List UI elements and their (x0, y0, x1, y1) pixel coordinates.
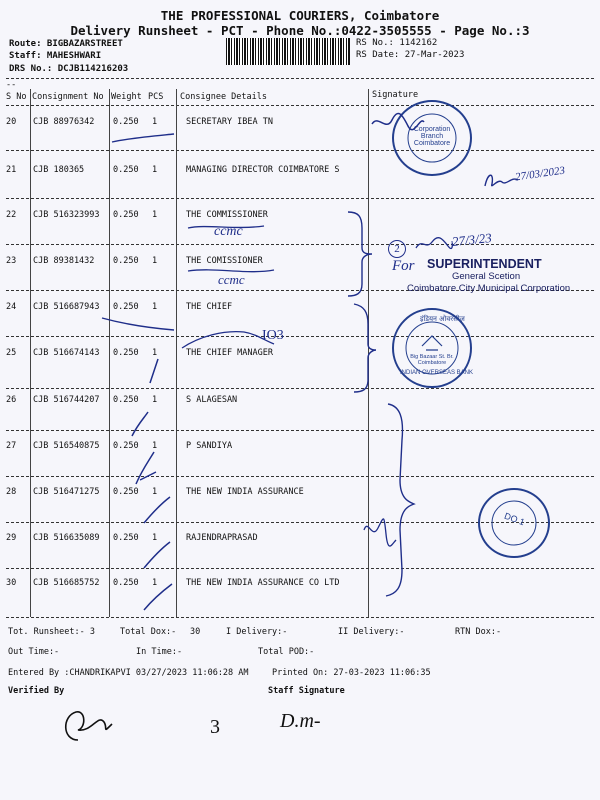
row-weight: 0.250 (113, 302, 139, 312)
row-consignee: THE NEW INDIA ASSURANCE CO LTD (186, 578, 340, 588)
staff-signature-label: Staff Signature (268, 686, 345, 696)
printed-on: Printed On: 27-03-2023 11:06:35 (272, 668, 431, 678)
insurance-stamp (478, 488, 550, 558)
row-pcs: 1 (152, 348, 158, 358)
row-sno: 23 (6, 256, 17, 266)
total-dox-value: 30 (190, 627, 201, 637)
underline-stroke (186, 220, 266, 234)
bank-stamp-hindi: इंडियन ओवरसीज़ (420, 315, 465, 323)
column-rule (176, 89, 177, 617)
row-sno: 29 (6, 533, 17, 543)
tick-mark (140, 495, 172, 525)
row-sno: 26 (6, 395, 17, 405)
barcode (226, 38, 350, 65)
tick-mark (100, 312, 176, 334)
row-divider (6, 336, 594, 337)
route: Route: BIGBAZARSTREET (9, 39, 123, 49)
row-consignment: CJB 516685752 (33, 578, 100, 588)
row-weight: 0.250 (113, 210, 139, 220)
row-pcs: 1 (152, 395, 158, 405)
rs-date: RS Date: 27-Mar-2023 (356, 50, 465, 60)
col-consignee: Consignee Details (180, 92, 267, 102)
total-pod: Total POD:- (258, 647, 315, 657)
superintendent-org: Coimbatore City Municipal Corporation (407, 283, 571, 294)
row-pcs: 1 (152, 256, 158, 266)
dash-mark: -- (6, 80, 17, 90)
row-divider (6, 244, 594, 245)
column-rule (109, 89, 110, 617)
underline-stroke (180, 318, 276, 352)
divider (6, 617, 594, 618)
row-consignee: THE NEW INDIA ASSURANCE (186, 487, 304, 497)
row-divider (6, 568, 594, 569)
col-weight: Weight (111, 92, 142, 102)
circled-number: 2 (388, 240, 406, 258)
row-weight: 0.250 (113, 578, 139, 588)
row-consignment: CJB 516687943 (33, 302, 100, 312)
company-title: THE PROFESSIONAL COURIERS, Coimbatore (160, 8, 440, 23)
row-pcs: 1 (152, 302, 158, 312)
row-consignee: THE COMISSIONER (186, 256, 263, 266)
staff: Staff: MAHESHWARI (9, 51, 102, 61)
row-consignment: CJB 180365 (33, 165, 85, 175)
col-signature: Signature (372, 90, 419, 100)
row-weight: 0.250 (113, 348, 139, 358)
row-consignment: CJB 88976342 (33, 117, 95, 127)
row-sno: 27 (6, 441, 17, 451)
bracket-mark (344, 208, 374, 300)
row-consignee: THE CHIEF MANAGER (186, 348, 273, 358)
row-divider (6, 430, 594, 431)
row-divider (6, 198, 594, 199)
tick-mark (128, 410, 152, 440)
row-pcs: 1 (152, 487, 158, 497)
out-time: Out Time:- (8, 647, 60, 657)
row-sno: 20 (6, 117, 17, 127)
row-consignee: THE COMMISSIONER (186, 210, 268, 220)
row-consignee: RAJENDRAPRASAD (186, 533, 258, 543)
tot-runsheet: Tot. Runsheet:- 3 (8, 627, 95, 637)
row-weight: 0.250 (113, 117, 139, 127)
handwritten-date: 27/03/2023 (514, 164, 566, 184)
tick-mark (146, 357, 162, 385)
row-weight: 0.250 (113, 487, 139, 497)
row-weight: 0.250 (113, 395, 139, 405)
row-sno: 21 (6, 165, 17, 175)
signature-scribble (368, 110, 428, 140)
row-pcs: 1 (152, 441, 158, 451)
tick-mark (140, 540, 172, 570)
verified-by: Verified By (8, 686, 65, 696)
handwritten-for: For (392, 258, 415, 274)
row-divider (6, 476, 594, 477)
bank-stamp-branch: Big Bazaar St. Br. Coimbatore (410, 354, 454, 366)
bracket-mark (350, 300, 380, 396)
bank-stamp-name: INDIAN OVERSEAS BANK (400, 370, 474, 376)
rs-number: RS No.: 1142162 (356, 38, 438, 48)
row-divider (6, 388, 594, 389)
row-pcs: 1 (152, 533, 158, 543)
divider (6, 78, 594, 79)
column-rule (30, 89, 31, 617)
tick-mark (140, 582, 174, 612)
ii-delivery: II Delivery:- (338, 627, 405, 637)
row-divider (6, 150, 594, 151)
tick-mark (110, 128, 176, 148)
row-consignment: CJB 89381432 (33, 256, 95, 266)
col-sno: S No (6, 92, 27, 102)
row-consignee: S ALAGESAN (186, 395, 238, 405)
row-weight: 0.250 (113, 533, 139, 543)
bank-stamp (392, 308, 472, 388)
row-consignment: CJB 516540875 (33, 441, 100, 451)
ibea-stamp-text: Corporation Branch Coimbatore (413, 126, 451, 147)
row-pcs: 1 (152, 165, 158, 175)
verifier-signature (56, 700, 120, 748)
runsheet-subtitle: Delivery Runsheet - PCT - Phone No.:0422-3505555 - Page No.:3 (70, 23, 530, 38)
row-weight: 0.250 (113, 165, 139, 175)
row-consignment: CJB 516635089 (33, 533, 100, 543)
handwritten-ccmc: ccmc (218, 272, 245, 287)
row-sno: 28 (6, 487, 17, 497)
rtn-dox: RTN Dox:- (455, 627, 502, 637)
row-consignee: MANAGING DIRECTOR COIMBATORE S (186, 165, 340, 175)
row-sno: 22 (6, 210, 17, 220)
col-pcs: PCS (148, 92, 164, 102)
row-sno: 30 (6, 578, 17, 588)
total-dox-label: Total Dox:- (120, 627, 177, 637)
row-sno: 25 (6, 348, 17, 358)
row-consignee: THE CHIEF (186, 302, 233, 312)
handwritten-ccmc: ccmc (214, 224, 243, 239)
in-time: In Time:- (136, 647, 183, 657)
row-consignee: SECRETARY IBEA TN (186, 117, 273, 127)
tick-mark (130, 450, 158, 486)
row-consignee: P SANDIYA (186, 441, 233, 451)
insurance-stamp-text: DO 1 (502, 510, 527, 528)
row-pcs: 1 (152, 578, 158, 588)
staff-initials: D.m- (280, 710, 321, 732)
signature-scribble (360, 500, 400, 550)
i-delivery: I Delivery:- (226, 627, 288, 637)
col-consignment: Consignment No (32, 92, 104, 102)
row-pcs: 1 (152, 210, 158, 220)
row-consignment: CJB 516323993 (33, 210, 100, 220)
underline-stroke (186, 265, 276, 277)
handwritten-date: 27/3/23 (451, 229, 493, 250)
row-consignment: CJB 516471275 (33, 487, 100, 497)
row-pcs: 1 (152, 117, 158, 127)
entered-by: Entered By :CHANDRIKAPVI 03/27/2023 11:06:28 AM (8, 668, 249, 678)
handwritten-digit: 3 (210, 716, 220, 738)
handwritten-io3: IO3 (262, 328, 284, 343)
row-consignment: CJB 516674143 (33, 348, 100, 358)
signature-scribble (414, 234, 454, 254)
superintendent-title: SUPERINTENDENT (427, 257, 542, 271)
row-weight: 0.250 (113, 256, 139, 266)
row-weight: 0.250 (113, 441, 139, 451)
divider (6, 105, 594, 106)
superintendent-dept: General Scetion (452, 271, 521, 282)
row-sno: 24 (6, 302, 17, 312)
drs-number: DRS No.: DCJB114216203 (9, 64, 129, 74)
row-consignment: CJB 516744207 (33, 395, 100, 405)
